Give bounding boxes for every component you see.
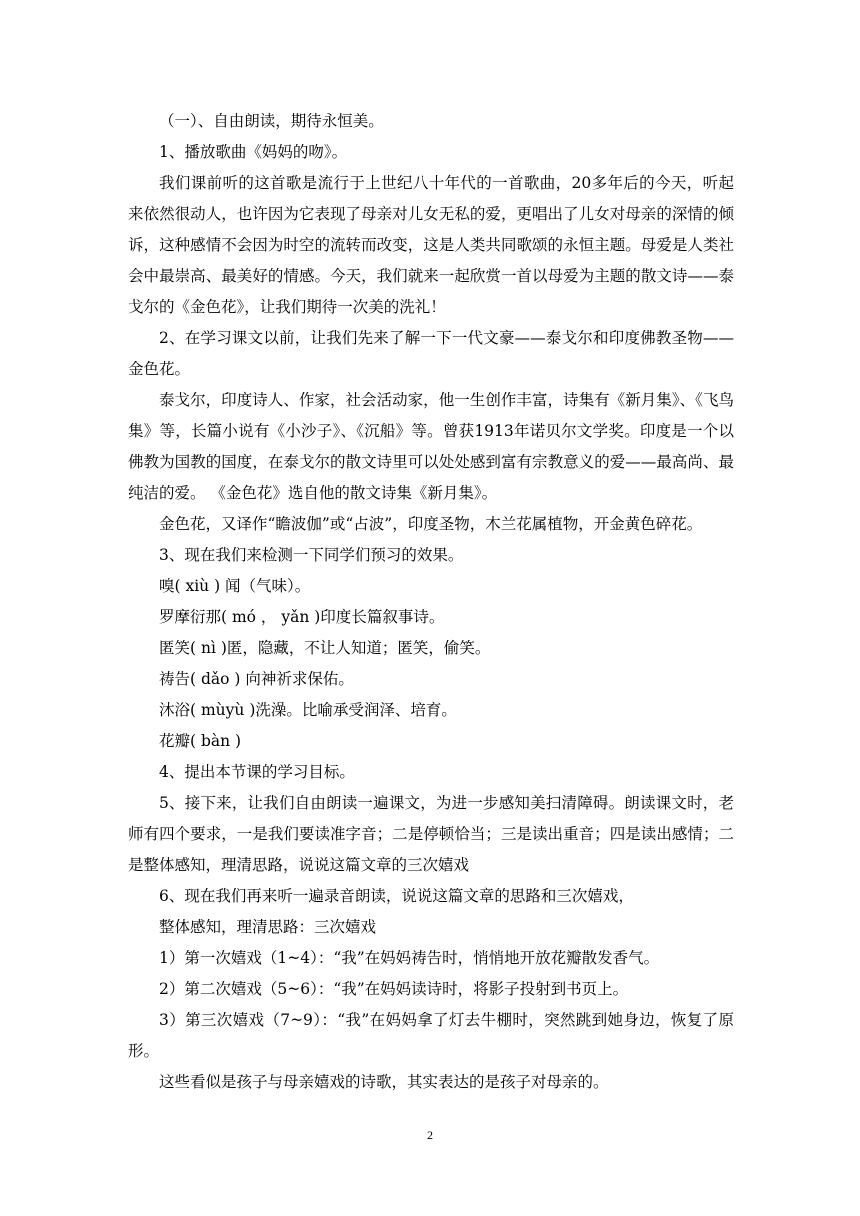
vocab-item: 罗摩衍那( mó ， yǎn )印度长篇叙事诗。 xyxy=(159,608,445,626)
paragraph: 整体感知，理清思路：三次嬉戏 xyxy=(159,918,377,936)
paragraph: 6、现在我们再来听一遍录音朗读，说说这篇文章的思路和三次嬉戏， xyxy=(159,887,634,905)
section-heading: （一）、自由朗读，期待永恒美。 xyxy=(159,112,384,130)
list-item: 3）第三次嬉戏（7~9）：“我”在妈妈拿了灯去牛棚时，突然跳到她身边，恢复了原形。 xyxy=(128,1011,734,1060)
paragraph: 2、在学习课文以前，让我们先来了解一下一代文豪——泰戈尔和印度佛教圣物——金色花。 xyxy=(128,329,734,378)
paragraph: 3、现在我们来检测一下同学们预习的效果。 xyxy=(159,546,464,564)
list-item: 2）第二次嬉戏（5~6）：“我”在妈妈读诗时，将影子投射到书页上。 xyxy=(159,980,629,998)
paragraph: 我们课前听的这首歌是流行于上世纪八十年代的一首歌曲，20多年后的今天，听起来依然很动人，也许因为它表现了母亲对儿女无私的爱，更唱出了儿女对母亲的深情的倾诉，这种感情不会因为时空的流转而改变，这是人类共同歌颂的永恒主题。母爱是人类社会中最崇高、最美好的情感。今天，我们就来一起欣赏一首以母爱为主题的散文诗——泰戈尔的《金色花》，让我们期待一次美的洗礼！ xyxy=(128,174,734,316)
paragraph: 5、接下来，让我们自由朗读一遍课文，为进一步感知美扫清障碍。朗读课文时，老师有四个要求，一是我们要读准字音；二是停顿恰当；三是读出重音；四是读出感情；二是整体感知，理清思路，说说这篇文章的三次嬉戏 xyxy=(128,794,734,874)
paragraph: 泰戈尔，印度诗人、作家，社会活动家，他一生创作丰富，诗集有《新月集》、《飞鸟集》等，长篇小说有《小沙子》、《沉船》等。曾获1913年诺贝尔文学奖。印度是一个以佛教为国教的国度，在泰戈尔的散文诗里可以处处感到富有宗教意义的爱——最高尚、最纯洁的爱。 《金色花》选自他的散文诗集《新月集》。 xyxy=(128,391,734,502)
paragraph: 4、提出本节课的学习目标。 xyxy=(159,763,355,781)
list-item: 1）第一次嬉戏（1~4）：“我”在妈妈祷告时，悄悄地开放花瓣散发香气。 xyxy=(159,949,660,967)
vocab-item: 祷告( dǎo ) 向神祈求保佑。 xyxy=(159,670,354,688)
vocab-item: 嗅( xiù ) 闻（气味）。 xyxy=(159,577,311,595)
paragraph: 1、播放歌曲《妈妈的吻》。 xyxy=(159,143,348,161)
vocab-item: 沐浴( mùyù )洗澡。比喻承受润泽、培育。 xyxy=(159,701,457,719)
page-number: 2 xyxy=(427,1128,433,1142)
vocab-item: 花瓣( bàn ) xyxy=(159,732,242,750)
vocab-item: 匿笑( nì )匿，隐藏，不让人知道；匿笑，偷笑。 xyxy=(159,639,491,657)
paragraph: 这些看似是孩子与母亲嬉戏的诗歌，其实表达的是孩子对母亲的。 xyxy=(159,1073,609,1091)
document-body xyxy=(128,106,734,1098)
paragraph: 金色花，又译作“瞻波伽”或“占波”，印度圣物，木兰花属植物，开金黄色碎花。 xyxy=(159,515,703,533)
